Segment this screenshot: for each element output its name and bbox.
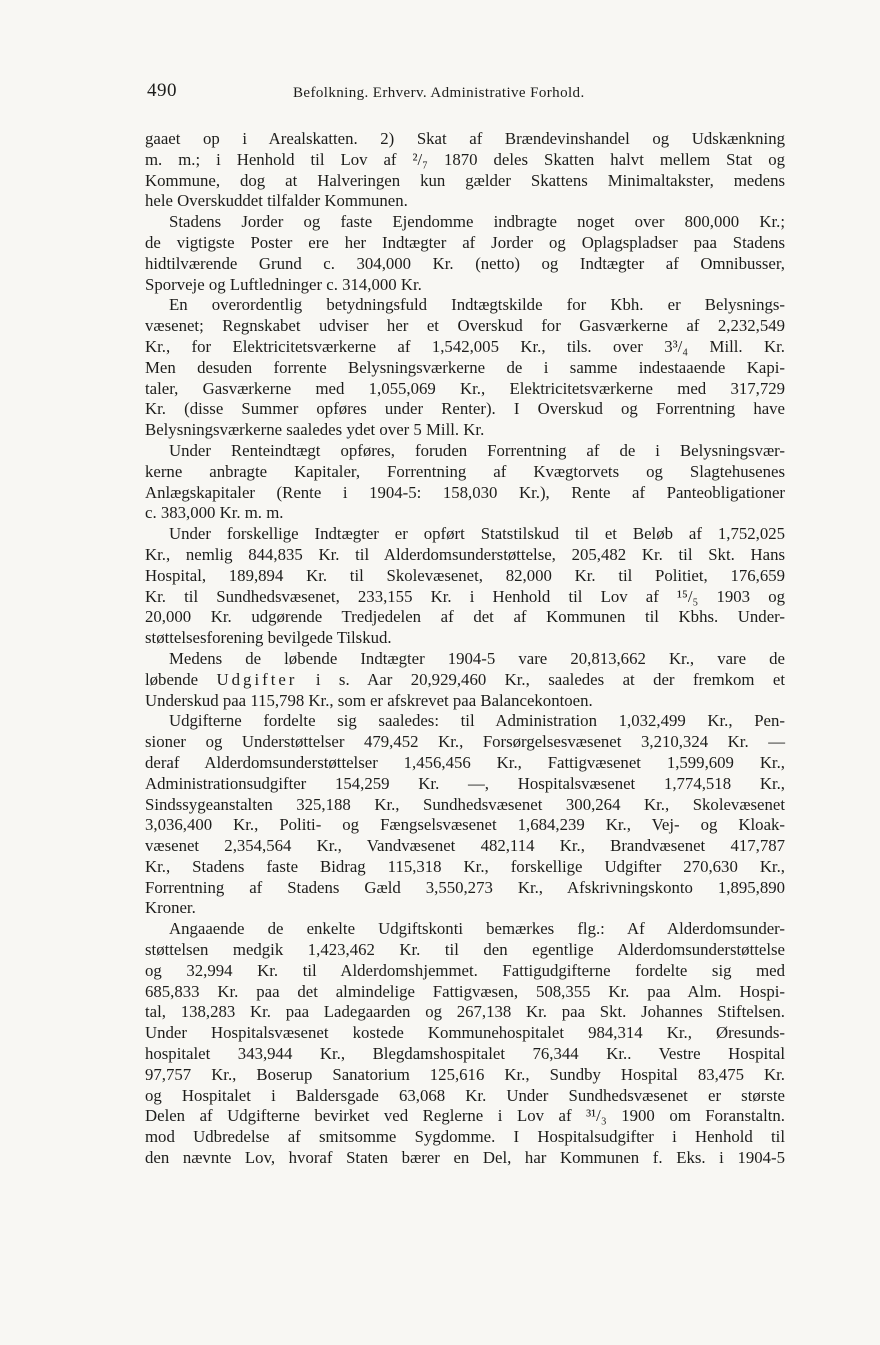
text-line: c. 383,000 Kr. m. m. bbox=[145, 503, 284, 523]
text-line: Kr. (disse Summer opføres under Renter). I Overskud og Forrentning have bbox=[145, 399, 785, 419]
text-line: 3,036,400 Kr., Politi- og Fængselsvæsenet 1,684,239 Kr., Vej- og Kloak- bbox=[145, 815, 785, 835]
running-head: Befolkning. Erhverv. Administrative Forhold. bbox=[293, 85, 585, 101]
text-line: Anlægskapitaler (Rente i 1904-5: 158,030 Kr.), Rente af Panteobligationer bbox=[145, 482, 785, 502]
text-line: Stadens Jorder og faste Ejendomme indbragte noget over 800,000 Kr.; bbox=[169, 212, 785, 232]
text-line: Kr., nemlig 844,835 Kr. til Alderdomsunderstøttelse, 205,482 Kr. til Skt. Hans bbox=[145, 544, 785, 564]
text-line: de vigtigste Poster ere her Indtægter af Jorder og Oplagspladser paa Stadens bbox=[145, 232, 785, 252]
text-line: Kr., Stadens faste Bidrag 115,318 Kr., forskellige Udgifter 270,630 Kr., bbox=[145, 856, 785, 876]
text-line: Under Renteindtægt opføres, foruden Forrentning af de i Belysningsvær- bbox=[169, 440, 785, 460]
text-line: Hospital, 189,894 Kr. til Skolevæsenet, 82,000 Kr. til Politiet, 176,659 bbox=[145, 565, 785, 585]
text-line: støttelsen medgik 1,423,462 Kr. til den egentlige Alderdomsunderstøttelse bbox=[145, 940, 785, 960]
text-line: Sindssygeanstalten 325,188 Kr., Sundhedsvæsenet 300,264 Kr., Skolevæsenet bbox=[145, 794, 785, 814]
text-line: kerne anbragte Kapitaler, Forrentning af Kvægtorvets og Slagtehusenes bbox=[145, 461, 785, 481]
text-line: 97,757 Kr., Boserup Sanatorium 125,616 Kr., Sundby Hospital 83,475 Kr. bbox=[145, 1064, 785, 1084]
text-line: væsenet; Regnskabet udviser her et Overskud for Gasværkerne af 2,232,549 bbox=[145, 316, 785, 336]
text-line: gaaet op i Arealskatten. 2) Skat af Brændevinshandel og Udskænkning bbox=[145, 129, 785, 148]
text-line: Medens de løbende Indtægter 1904-5 vare 20,813,662 Kr., vare de bbox=[169, 648, 785, 668]
text-line: den nævnte Lov, hvoraf Staten bærer en Del, har Kommunen f. Eks. i 1904-5 bbox=[145, 1148, 785, 1168]
text-line: Sporveje og Luftledninger c. 314,000 Kr. bbox=[145, 274, 422, 294]
text-segment: i s. Aar 20,929,460 Kr., saaledes at der fremkom et bbox=[297, 669, 785, 689]
text-line: Men desuden forrente Belysningsværkerne de i samme indestaaende Kapi- bbox=[145, 357, 785, 377]
text-line: Administrationsudgifter 154,259 Kr. —, Hospitalsvæsenet 1,774,518 Kr., bbox=[145, 773, 785, 793]
text-line: 20,000 Kr. udgørende Tredjedelen af det af Kommunen til Kbhs. Under- bbox=[145, 607, 785, 627]
text-line: og Hospitalet i Baldersgade 63,068 Kr. Under Sundhedsvæsenet er største bbox=[145, 1085, 785, 1105]
text-line: hele Overskuddet tilfalder Kommunen. bbox=[145, 191, 408, 211]
text-line: Under Hospitalsvæsenet kostede Kommunehospitalet 984,314 Kr., Øresunds- bbox=[145, 1023, 785, 1043]
text-line: mod Udbredelse af smitsomme Sygdomme. I Hospitalsudgifter i Henhold til bbox=[145, 1127, 785, 1147]
text-line: og 32,994 Kr. til Alderdomshjemmet. Fattigudgifterne fordelte sig med bbox=[145, 960, 785, 980]
body-text bbox=[145, 129, 785, 1169]
text-line: væsenet 2,354,564 Kr., Vandvæsenet 482,114 Kr., Brandvæsenet 417,787 bbox=[145, 836, 785, 856]
text-line: Delen af Udgifterne bevirket ved Reglerne i Lov af ³¹/₃ 1900 om Foranstaltn. bbox=[145, 1106, 785, 1126]
text-segment: løbende bbox=[145, 669, 217, 689]
text-line: Underskud paa 115,798 Kr., som er afskrevet paa Balancekontoen. bbox=[145, 690, 593, 710]
text-line: støttelsesforening bevilgede Tilskud. bbox=[145, 628, 392, 648]
text-line: tal, 138,283 Kr. paa Ladegaarden og 267,138 Kr. paa Skt. Johannes Stiftelsen. bbox=[145, 1002, 785, 1022]
text-line: 685,833 Kr. paa det almindelige Fattigvæsen, 508,355 Kr. paa Alm. Hospi- bbox=[145, 981, 785, 1001]
text-line bbox=[145, 670, 785, 691]
text-line: Kroner. bbox=[145, 898, 196, 918]
page-header bbox=[145, 80, 785, 108]
text-line: Forrentning af Stadens Gæld 3,550,273 Kr., Afskrivningskonto 1,895,890 bbox=[145, 877, 785, 897]
text-line: Kr. til Sundhedsvæsenet, 233,155 Kr. i Henhold til Lov af ¹⁵/₅ 1903 og bbox=[145, 586, 785, 606]
text-line: Kr., for Elektricitetsværkerne af 1,542,005 Kr., tils. over 3³/₄ Mill. Kr. bbox=[145, 336, 785, 356]
text-line: hospitalet 343,944 Kr., Blegdamshospitalet 76,344 Kr.. Vestre Hospital bbox=[145, 1044, 785, 1064]
text-line: Under forskellige Indtægter er opført Statstilskud til et Beløb af 1,752,025 bbox=[169, 524, 785, 544]
text-line: m. m.; i Henhold til Lov af ²/₇ 1870 deles Skatten halvt mellem Stat og bbox=[145, 149, 785, 169]
text-line: deraf Alderdomsunderstøttelser 1,456,456 Kr., Fattigvæsenet 1,599,609 Kr., bbox=[145, 752, 785, 772]
text-line: Angaaende de enkelte Udgiftskonti bemærkes flg.: Af Alderdomsunder- bbox=[169, 919, 785, 939]
text-line: En overordentlig betydningsfuld Indtægtskilde for Kbh. er Belysnings- bbox=[169, 295, 785, 315]
text-line: Udgifterne fordelte sig saaledes: til Administration 1,032,499 Kr., Pen- bbox=[169, 711, 785, 731]
text-line: Kommune, dog at Halveringen kun gælder Skattens Minimaltakster, medens bbox=[145, 170, 785, 190]
page-number: 490 bbox=[147, 80, 177, 101]
text-line: sioner og Understøttelser 479,452 Kr., Forsørgelsesvæsenet 3,210,324 Kr. — bbox=[145, 732, 785, 752]
emphasized-word: Udgifter bbox=[216, 669, 298, 689]
text-line: taler, Gasværkerne med 1,055,069 Kr., Elektricitetsværkerne med 317,729 bbox=[145, 378, 785, 398]
text-line: Belysningsværkerne saaledes ydet over 5 Mill. Kr. bbox=[145, 420, 485, 440]
text-line: hidtilværende Grund c. 304,000 Kr. (netto) og Indtægter af Omnibusser, bbox=[145, 253, 785, 273]
